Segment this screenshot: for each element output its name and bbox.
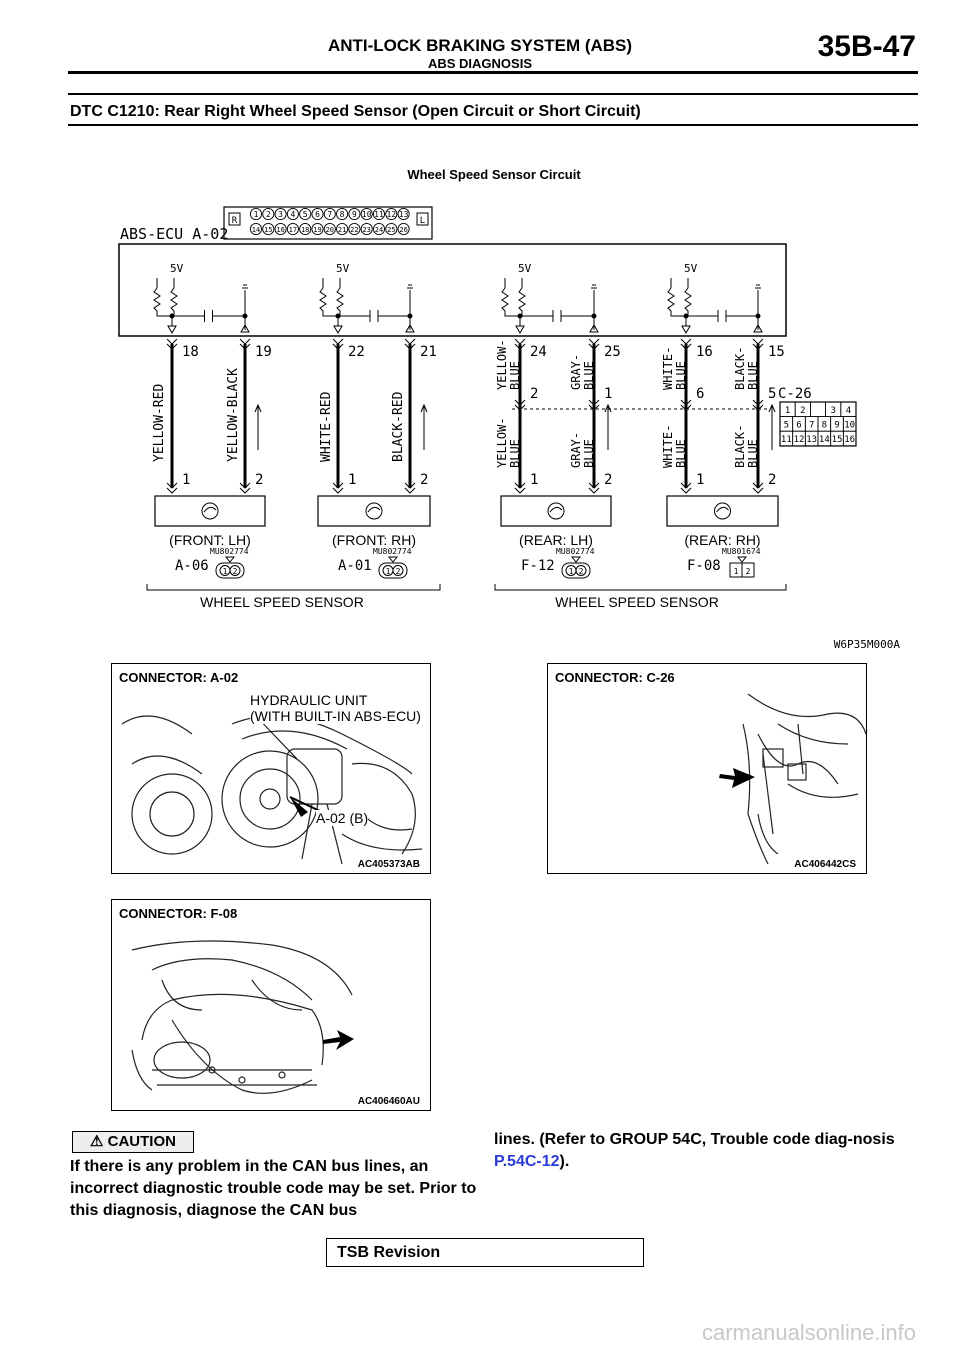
panel-f08-code: AC406460AU [357, 1096, 420, 1107]
c26-label: C-26 [778, 386, 812, 402]
c26-cell-number: 4 [845, 406, 852, 416]
terminal-triangle [334, 326, 342, 333]
dtc-title: DTC C1210: Rear Right Wheel Speed Sensor (Open Circuit or Short Circuit) [70, 103, 641, 120]
wire-color-label: WHITE-RED [319, 391, 334, 462]
page-number: 35B-47 [817, 30, 916, 63]
ecu-pin-number: 2 [265, 210, 271, 219]
sensor-position-label: (FRONT: LH) [169, 532, 251, 548]
ecu-pin-number: 11 [374, 210, 384, 219]
wire-color-label: YELLOW-BLACK [226, 368, 241, 462]
ecu-pin-number: 20 [325, 226, 335, 234]
wire-color-label: BLACK- [733, 424, 747, 468]
sensor-part-number: MU802774 [556, 547, 595, 556]
ecu-pin-number: 6 [315, 210, 320, 219]
wire-color-label: YELLOW- [495, 417, 509, 468]
sensor-connector-label: F-12 [521, 558, 555, 574]
ecu-label: ABS-ECU A-02 [120, 225, 229, 243]
sensor-coil [717, 507, 729, 512]
wire-color-label: WHITE- [661, 424, 675, 468]
c26-connector [778, 386, 856, 446]
sensor-pin-label: 2 [420, 472, 429, 488]
ground-symbol [755, 285, 761, 288]
ecu-pin-label: 19 [255, 344, 272, 360]
capacitor [172, 310, 245, 322]
ecu-pin-number: 22 [350, 226, 359, 234]
svg-text:L: L [419, 216, 426, 226]
ecu-connector-a02 [224, 207, 432, 239]
connector-pin-number: 1 [222, 567, 228, 576]
resistor [171, 288, 177, 316]
wire-color-label: YELLOW- [495, 339, 509, 390]
resistor [685, 288, 691, 316]
terminal-triangle [682, 326, 690, 333]
wire-color-label: BLUE [582, 439, 596, 468]
c26-pin-label: 6 [696, 386, 705, 402]
ecu-pin-label: 18 [182, 344, 199, 360]
c26-cell-number: 15 [831, 435, 843, 446]
tsb-revision-box: TSB Revision [326, 1238, 644, 1267]
sensor-pin-label: 1 [696, 472, 705, 488]
wire-color-label: BLUE [746, 439, 760, 468]
dash-harness-illustration [548, 664, 867, 874]
ecu-pin-number: 15 [264, 226, 273, 234]
ecu-pin-number: 24 [374, 226, 384, 234]
wire-color-label: BLACK-RED [391, 391, 406, 462]
capacitor [520, 310, 594, 322]
resistor [337, 288, 343, 316]
panel-c26-code: AC406442CS [794, 859, 856, 870]
c26-cell-number: 7 [808, 420, 815, 431]
resistor [519, 288, 525, 316]
wire-color-label: BLUE [508, 439, 522, 468]
supply-voltage-label: 5V [518, 262, 532, 275]
sensor-pin-label: 2 [255, 472, 264, 488]
callout-hydraulic-unit: HYDRAULIC UNIT [250, 692, 368, 708]
ecu-pin-label: 16 [696, 344, 713, 360]
panel-connector-f08 [111, 899, 431, 1111]
c26-cell-number: 14 [818, 435, 830, 446]
arrow-icon [421, 405, 427, 450]
resistor [668, 288, 686, 316]
ecu-pin-number: 5 [302, 210, 308, 219]
panel-f08-label: CONNECTOR: F-08 [119, 906, 238, 921]
title-rule-top [68, 93, 918, 95]
junction-dot [243, 314, 248, 319]
ecu-pin-number: 19 [313, 226, 322, 234]
c26-cell-number: 6 [796, 420, 802, 431]
wire-color-label: GRAY- [569, 353, 583, 390]
callout-a02-b: A-02 (B) [316, 810, 369, 826]
c26-pin-label: 2 [530, 386, 539, 402]
sensor-pin-label: 1 [182, 472, 191, 488]
svg-text:R: R [231, 216, 238, 226]
panel-a02-code: AC405373AB [357, 859, 420, 870]
rear-car-illustration [112, 900, 431, 1111]
ecu-pin-number: 18 [300, 226, 310, 234]
capacitor [686, 310, 758, 322]
ecu-pin-label: 25 [604, 344, 621, 360]
connector-pin-number: 2 [578, 567, 584, 576]
ecu-pin-number: 13 [398, 210, 409, 219]
panel-connector-a02 [111, 663, 431, 874]
caution-text-left: If there is any problem in the CAN bus lines, an incorrect diagnostic trouble code may be set. Prior to this diagnosis, diagnose the CAN bus [70, 1158, 477, 1219]
ecu-pin-number: 25 [387, 226, 396, 234]
ecu-pin-number: 9 [351, 210, 357, 219]
c26-cell-number: 11 [780, 435, 792, 446]
c26-pin-label: 1 [604, 386, 613, 402]
diagram-code: W6P35M000A [833, 638, 900, 651]
wire-color-label: BLUE [746, 361, 760, 390]
sensor-coil [550, 507, 562, 512]
junction-dot [592, 314, 597, 319]
ref-link-54c12[interactable]: P.54C-12 [494, 1153, 560, 1170]
ecu-pin-number: 23 [362, 226, 371, 234]
caution-box [72, 1131, 194, 1153]
wire-color-label: BLUE [674, 361, 688, 390]
resistor [320, 288, 338, 316]
sensor-box [667, 496, 778, 526]
sensor-coil [204, 507, 216, 512]
supply-line [157, 278, 174, 288]
arrow-icon [769, 405, 775, 450]
ground-symbol [407, 285, 413, 288]
wire-color-label: BLUE [674, 439, 688, 468]
caution-text-right [494, 1129, 914, 1173]
ecu-pin-number: 8 [339, 210, 345, 219]
ground-symbol [591, 285, 597, 288]
terminal-triangle [168, 326, 176, 333]
ecu-pin-number: 16 [276, 226, 285, 234]
ecu-pin-number: 14 [251, 226, 261, 234]
c26-cell-number: 2 [800, 406, 806, 416]
terminal-triangle [516, 326, 524, 333]
header-rule [68, 71, 918, 74]
junction-dot [756, 314, 761, 319]
sensor-box [155, 496, 265, 526]
connector-pin-number: 2 [745, 567, 751, 576]
panel-c26-label: CONNECTOR: C-26 [555, 670, 675, 685]
resistor [154, 288, 172, 316]
ecu-pin-number: 4 [290, 210, 296, 219]
connector-pin-number: 1 [385, 567, 391, 576]
group-label-rear: WHEEL SPEED SENSOR [555, 594, 719, 610]
ecu-pin-number: 3 [278, 210, 284, 219]
connector-icon [226, 557, 234, 562]
panel-a02-label: CONNECTOR: A-02 [119, 670, 239, 685]
wire-color-label: BLUE [582, 361, 596, 390]
ecu-pin-label: 21 [420, 344, 437, 360]
wire-color-label: BLACK- [733, 346, 747, 390]
sensor-coil [368, 507, 380, 512]
ecu-pin-number: 26 [399, 226, 408, 234]
sensor-position-label: (REAR: LH) [519, 532, 593, 548]
c26-pin-label: 5 [768, 386, 777, 402]
sensor-box [318, 496, 430, 526]
wire-color-label: BLUE [508, 361, 522, 390]
ecu-pin-number: 1 [253, 210, 259, 219]
diagram-title: Wheel Speed Sensor Circuit [407, 167, 581, 182]
sensor-pin-label: 1 [530, 472, 539, 488]
watermark: carmanualsonline.info [701, 1320, 916, 1345]
ecu-pin-number: 7 [327, 210, 333, 219]
c26-cell-number: 1 [784, 406, 791, 416]
c26-cell-number: 3 [830, 406, 836, 416]
caution-label: CAUTION [107, 1133, 176, 1150]
sensor-pin-label: 2 [604, 472, 613, 488]
connector-pin-number: 1 [733, 567, 739, 576]
warning-triangle-icon: ⚠ [90, 1133, 104, 1150]
junction-dot [408, 314, 413, 319]
wire-color-label: GRAY- [569, 431, 583, 468]
caution-text-right-b: ). [559, 1153, 570, 1170]
ecu-pin-number: 21 [337, 226, 347, 234]
supply-line [671, 278, 688, 288]
c26-cell-number: 8 [821, 420, 828, 431]
sensor-box [501, 496, 611, 526]
panel-connector-c26 [547, 663, 867, 874]
wire-color-label: YELLOW-RED [152, 383, 167, 462]
connector-icon [389, 557, 397, 562]
ecu-pin-number: 17 [288, 226, 298, 234]
c26-cell-number: 5 [783, 420, 790, 431]
callout-built-in-ecu: (WITH BUILT-IN ABS-ECU) [250, 708, 421, 724]
capacitor [338, 310, 410, 322]
sensor-position-label: (REAR: RH) [684, 532, 761, 548]
sensor-connector-label: A-01 [338, 558, 372, 574]
arrow-icon [605, 405, 611, 450]
ecu-pin-number: 10 [361, 210, 372, 219]
c26-cell-number: 10 [844, 420, 856, 431]
ecu-pin-label: 22 [348, 344, 365, 360]
wiring-diagram [0, 150, 960, 655]
connector-pin-number: 2 [395, 567, 401, 576]
supply-voltage-label: 5V [336, 262, 350, 275]
wire-color-label: WHITE- [661, 346, 675, 390]
c26-cell-number: 12 [793, 435, 805, 446]
supply-line [505, 278, 522, 288]
sensor-part-number: MU802774 [210, 547, 249, 556]
caution-text-right-a: lines. (Refer to GROUP 54C, Trouble code diag-nosis [494, 1131, 895, 1148]
header-title: ANTI-LOCK BRAKING SYSTEM (ABS) [327, 36, 633, 55]
ground-symbol [242, 285, 248, 288]
supply-voltage-label: 5V [170, 262, 184, 275]
connector-pin-number: 1 [568, 567, 574, 576]
connector-pin-number: 2 [232, 567, 238, 576]
ecu-pin-number: 12 [386, 210, 397, 219]
supply-line [323, 278, 340, 288]
resistor [502, 288, 520, 316]
sensor-connector-label: A-06 [175, 558, 209, 574]
ecu-pin-label: 15 [768, 344, 785, 360]
c26-cell-number: 16 [844, 435, 856, 446]
sensor-part-number: MU802774 [373, 547, 412, 556]
group-label-front: WHEEL SPEED SENSOR [200, 594, 364, 610]
title-rule-bottom [68, 124, 918, 126]
sensor-position-label: (FRONT: RH) [332, 532, 416, 548]
arrow-icon [255, 405, 261, 450]
ecu-pin-label: 24 [530, 344, 547, 360]
supply-voltage-label: 5V [684, 262, 698, 275]
sensor-pin-label: 1 [348, 472, 357, 488]
connector-icon [738, 557, 746, 562]
c26-cell-number: 9 [834, 420, 840, 431]
sensor-pin-label: 2 [768, 472, 777, 488]
c26-cell-number: 13 [806, 435, 818, 446]
sensor-part-number: MU801674 [722, 547, 761, 556]
sensor-connector-label: F-08 [687, 558, 721, 574]
c26-cell [810, 402, 825, 417]
header-subtitle: ABS DIAGNOSIS [427, 56, 532, 71]
connector-icon [572, 557, 580, 562]
